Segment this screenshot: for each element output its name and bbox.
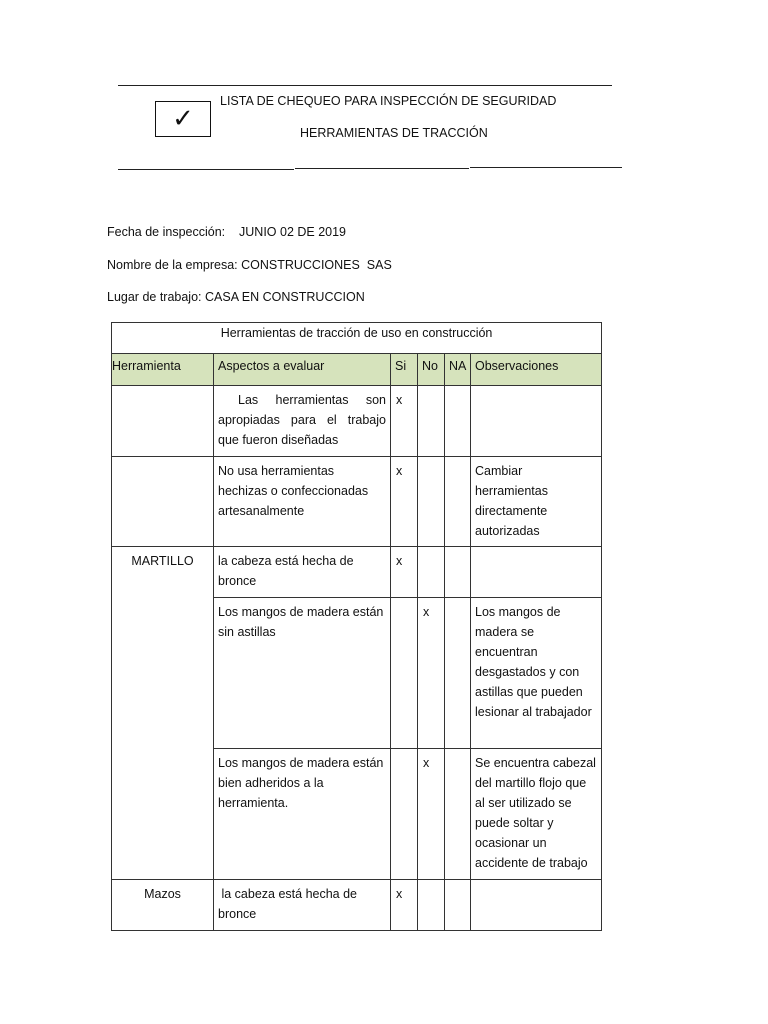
document-title: LISTA DE CHEQUEO PARA INSPECCIÓN DE SEGURIDAD [220, 94, 557, 108]
table-row [112, 457, 602, 547]
table-caption: Herramientas de tracción de uso en construcción [112, 323, 602, 354]
bottom-rule-left [118, 169, 294, 170]
tool-cell-mazos: Mazos [112, 880, 214, 931]
workplace: Lugar de trabajo: CASA EN CONSTRUCCION [107, 290, 365, 304]
na-cell [445, 547, 471, 598]
table-row [112, 386, 602, 457]
si-cell: x [391, 457, 418, 547]
no-cell [418, 547, 445, 598]
aspect-cell: Las herramientas son apropiadas para el trabajo que fueron diseñadas [214, 386, 391, 457]
aspect-cell: la cabeza está hecha de bronce [214, 547, 391, 598]
si-cell: x [391, 547, 418, 598]
observation-cell [471, 386, 602, 457]
company-name: Nombre de la empresa: CONSTRUCCIONES SAS [107, 258, 392, 272]
header-si: Si [391, 354, 418, 386]
checkmark-box [155, 101, 211, 137]
observation-cell [471, 547, 602, 598]
observation-cell: Cambiar herramientas directamente autorizadas [471, 457, 602, 547]
na-cell [445, 457, 471, 547]
inspection-table [111, 322, 602, 931]
no-cell [418, 457, 445, 547]
checkmark-icon: ✓ [172, 104, 194, 134]
tool-cell [112, 457, 214, 547]
aspect-cell: la cabeza está hecha de bronce [214, 880, 391, 931]
si-cell: x [391, 880, 418, 931]
top-rule [118, 85, 612, 86]
inspection-date: Fecha de inspección: JUNIO 02 DE 2019 [107, 225, 347, 239]
table-row [112, 880, 602, 931]
aspect-cell: Los mangos de madera están sin astillas [214, 598, 391, 749]
no-cell: x [418, 598, 445, 749]
na-cell [445, 598, 471, 749]
header-observaciones: Observaciones [471, 354, 602, 386]
na-cell [445, 749, 471, 880]
no-cell [418, 880, 445, 931]
bottom-rule-right [470, 167, 622, 168]
tool-cell [112, 386, 214, 457]
table-header-row [112, 354, 602, 386]
document-subtitle: HERRAMIENTAS DE TRACCIÓN [300, 126, 488, 140]
si-cell [391, 598, 418, 749]
header-aspectos: Aspectos a evaluar [214, 354, 391, 386]
na-cell [445, 880, 471, 931]
no-cell: x [418, 749, 445, 880]
header-no: No [418, 354, 445, 386]
observation-cell: Los mangos de madera se encuentran desgastados y con astillas que pueden lesionar al trabajador [471, 598, 602, 749]
no-cell [418, 386, 445, 457]
aspect-cell: No usa herramientas hechizas o confeccionadas artesanalmente [214, 457, 391, 547]
aspect-cell: Los mangos de madera están bien adheridos a la herramienta. [214, 749, 391, 880]
header-herramienta: Herramienta [112, 354, 214, 386]
table-row [112, 547, 602, 598]
header-na: NA [445, 354, 471, 386]
si-cell: x [391, 386, 418, 457]
si-cell [391, 749, 418, 880]
observation-cell: Se encuentra cabezal del martillo flojo que al ser utilizado se puede soltar y ocasionar un accidente de trabajo [471, 749, 602, 880]
tool-cell-martillo: MARTILLO [112, 547, 214, 880]
observation-cell [471, 880, 602, 931]
na-cell [445, 386, 471, 457]
bottom-rule-middle [295, 168, 469, 169]
